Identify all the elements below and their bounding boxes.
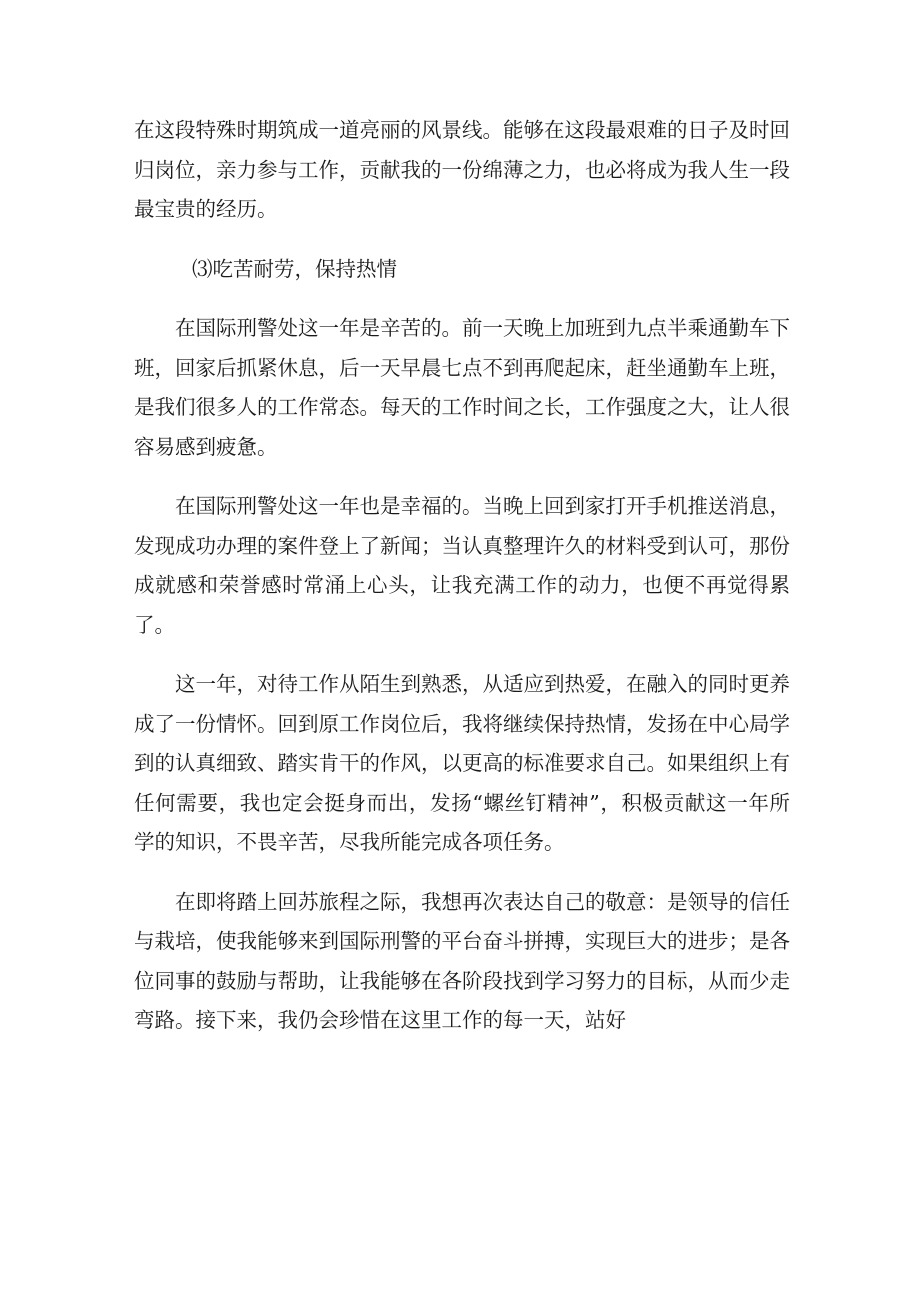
- paragraph-year-reflection: 这一年，对待工作从陌生到熟悉，从适应到热爱，在融入的同时更养成了一份情怀。回到原工作岗位后，我将继续保持热情，发扬在中心局学到的认真细致、踏实肯干的作风，以更高的标准要求自己。如果组织上有任何需要，我也定会挺身而出，发扬“螺丝钉精神”，积极贡献这一年所学的知识，不畏辛苦，尽我所能完成各项任务。: [134, 672, 790, 854]
- paragraph-happiness: 在国际刑警处这一年也是幸福的。当晚上回到家打开手机推送消息，发现成功办理的案件登上了新闻；当认真整理许久的材料受到认可，那份成就感和荣誉感时常涌上心头，让我充满工作的动力，也便不再觉得累了。: [134, 494, 790, 637]
- document-body: [134, 111, 790, 1041]
- paragraph-hardship: 在国际刑警处这一年是辛苦的。前一天晚上加班到九点半乘通勤车下班，回家后抓紧休息，后一天早晨七点不到再爬起床，赶坐通勤车上班，是我们很多人的工作常态。每天的工作时间之长，工作强度之大，让人很容易感到疲惫。: [134, 316, 790, 459]
- section-heading: ⑶吃苦耐劳，保持热情: [192, 256, 397, 281]
- paragraph-continuation: 在这段特殊时期筑成一道亮丽的风景线。能够在这段最艰难的日子及时回归岗位，亲力参与工作，贡献我的一份绵薄之力，也必将成为我人生一段最宝贵的经历。: [134, 118, 790, 221]
- paragraph-gratitude: 在即将踏上回苏旅程之际，我想再次表达自己的敬意：是领导的信任与栽培，使我能够来到国际刑警的平台奋斗拼搏，实现巨大的进步；是各位同事的鼓励与帮助，让我能够在各阶段找到学习努力的目标，从而少走弯路。接下来，我仍会珍惜在这里工作的每一天，站好: [134, 889, 790, 1032]
